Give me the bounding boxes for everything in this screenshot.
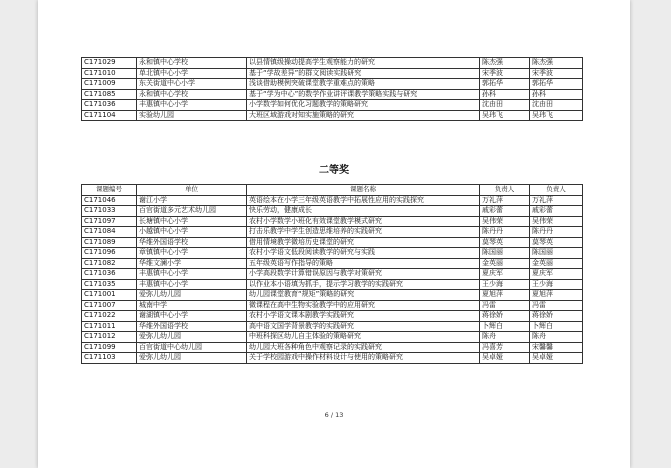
table-row	[82, 258, 583, 269]
cell-id: C171009	[82, 79, 137, 90]
cell-id: C171103	[82, 353, 137, 364]
cell-lead: 金英丽	[480, 258, 530, 269]
cell-id: C171011	[82, 321, 137, 332]
table-row	[82, 300, 583, 311]
table-row	[82, 353, 583, 364]
cell-contact: 宋季波	[530, 68, 583, 79]
cell-id: C171099	[82, 342, 137, 353]
cell-title: 小学数学如何优化习题教学的策略研究	[247, 100, 480, 111]
cell-title: 以县情镇级操动提高学生观察能力的研究	[247, 58, 480, 69]
cell-title: 中班科探区幼儿自主体验的策略研究	[247, 332, 480, 343]
cell-lead: 冯雷	[480, 300, 530, 311]
cell-unit: 丰惠镇中心小学	[137, 279, 247, 290]
table-row	[82, 332, 583, 343]
cell-contact: 蒋徐娇	[530, 311, 583, 322]
cell-lead: 吴伟荣	[480, 216, 530, 227]
cell-id: C171036	[82, 269, 137, 280]
cell-id: C171085	[82, 89, 137, 100]
table-row	[82, 206, 583, 217]
section-title: 二等奖	[319, 165, 349, 176]
cell-id: C171035	[82, 279, 137, 290]
cell-unit: 长塘镇中心小学	[137, 216, 247, 227]
cell-contact: 陈舟	[530, 332, 583, 343]
top-table	[81, 57, 583, 121]
cell-unit: 城南中学	[137, 300, 247, 311]
top-table-body	[82, 58, 583, 121]
table-row	[82, 110, 583, 121]
page-number: 6 / 13	[324, 411, 344, 419]
cell-unit: 实验幼儿园	[137, 110, 247, 121]
cell-unit: 章镇镇中心小学	[137, 248, 247, 259]
cell-id: C171036	[82, 100, 137, 111]
cell-id: C171104	[82, 110, 137, 121]
cell-id: C171001	[82, 290, 137, 301]
award-table	[81, 184, 583, 364]
cell-lead: 戚彩蕾	[480, 206, 530, 217]
table-row	[82, 311, 583, 322]
cell-unit: 华维外国语学校	[137, 321, 247, 332]
cell-lead: 郭拓华	[480, 79, 530, 90]
cell-id: C171046	[82, 195, 137, 206]
cell-id: C171084	[82, 227, 137, 238]
cell-id: C171082	[82, 258, 137, 269]
cell-lead: 夏旭萍	[480, 290, 530, 301]
header-unit: 单位	[137, 185, 247, 196]
cell-unit: 东关街道中心小学	[137, 79, 247, 90]
cell-lead: 夏庆军	[480, 269, 530, 280]
cell-title: 五年级英语写作指导的策略	[247, 258, 480, 269]
cell-title: 英语绘本在小学三年级英语教学中拓展性应用的实践探究	[247, 195, 480, 206]
cell-contact: 吴卓娅	[530, 353, 583, 364]
cell-contact: 夏旭萍	[530, 290, 583, 301]
cell-title: 浅谈借助模例突破课堂教学重难点的策略	[247, 79, 480, 90]
cell-unit: 单北镇中心小学	[137, 68, 247, 79]
cell-title: 基于“学为中心”的数学作业讲评课教学策略实践与研究	[247, 89, 480, 100]
cell-id: C171022	[82, 311, 137, 322]
header-id: 课题编号	[82, 185, 137, 196]
table-row	[82, 79, 583, 90]
cell-lead: 宋季波	[480, 68, 530, 79]
cell-lead: 冯喜芳	[480, 342, 530, 353]
cell-id: C171097	[82, 216, 137, 227]
cell-contact: 沈由田	[530, 100, 583, 111]
cell-lead: 王少海	[480, 279, 530, 290]
cell-title: 高中语文国学背景教学的实践研究	[247, 321, 480, 332]
cell-lead: 沈由田	[480, 100, 530, 111]
table-row	[82, 100, 583, 111]
cell-contact: 夏庆军	[530, 269, 583, 280]
cell-contact: 卜辉白	[530, 321, 583, 332]
cell-lead: 陈舟	[480, 332, 530, 343]
cell-title: 农村小学语文低段阅读教学的研究与实践	[247, 248, 480, 259]
table-row	[82, 58, 583, 69]
cell-unit: 华维文澜小学	[137, 258, 247, 269]
cell-id: C171010	[82, 68, 137, 79]
table-row	[82, 68, 583, 79]
cell-contact: 戚彩蕾	[530, 206, 583, 217]
cell-title: 幼儿园大班各种角色中观察记录的实践研究	[247, 342, 480, 353]
cell-lead: 吴卓娅	[480, 353, 530, 364]
cell-id: C171089	[82, 237, 137, 248]
cell-contact: 宋馨馨	[530, 342, 583, 353]
header-lead: 负责人	[480, 185, 530, 196]
cell-title: 快乐劳动，健康成长	[247, 206, 480, 217]
cell-unit: 百官街道中心幼儿园	[137, 342, 247, 353]
table-row	[82, 269, 583, 280]
cell-contact: 陈国丽	[530, 248, 583, 259]
cell-title: 小学高段数学计算错误原因与教学对策研究	[247, 269, 480, 280]
cell-unit: 永和镇中心学校	[137, 89, 247, 100]
cell-id: C171029	[82, 58, 137, 69]
cell-unit: 爱弥儿幼儿园	[137, 290, 247, 301]
table-row	[82, 248, 583, 259]
cell-unit: 百官街道多元艺术幼儿园	[137, 206, 247, 217]
cell-title: 大班区域游戏对知实施策略的研究	[247, 110, 480, 121]
cell-title: 借用情境教学微培历史课堂的研究	[247, 237, 480, 248]
cell-unit: 丰惠镇中心小学	[137, 100, 247, 111]
cell-unit: 谢江小学	[137, 195, 247, 206]
cell-lead: 陈国丽	[480, 248, 530, 259]
cell-title: 基于“学故差异”的群文阅读实践研究	[247, 68, 480, 79]
cell-unit: 爱弥儿幼儿园	[137, 353, 247, 364]
cell-contact: 金英丽	[530, 258, 583, 269]
cell-lead: 吴玮飞	[480, 110, 530, 121]
cell-id: C171012	[82, 332, 137, 343]
table-row	[82, 290, 583, 301]
table-row	[82, 227, 583, 238]
table-row	[82, 89, 583, 100]
table-header-row	[82, 185, 583, 196]
cell-contact: 孙科	[530, 89, 583, 100]
cell-lead: 陈丹丹	[480, 227, 530, 238]
award-table-body	[82, 195, 583, 363]
cell-unit: 丰惠镇中心小学	[137, 269, 247, 280]
cell-unit: 华维外国语学校	[137, 237, 247, 248]
cell-id: C171096	[82, 248, 137, 259]
cell-title: 打击乐教学中学生创造思维培养的实践研究	[247, 227, 480, 238]
table-row	[82, 279, 583, 290]
header-title: 课题名称	[247, 185, 480, 196]
table-row	[82, 342, 583, 353]
cell-title: 微课程在高中生物实验教学中的应用研究	[247, 300, 480, 311]
cell-id: C171033	[82, 206, 137, 217]
cell-contact: 郭拓华	[530, 79, 583, 90]
cell-id: C171007	[82, 300, 137, 311]
cell-contact: 吴玮飞	[530, 110, 583, 121]
cell-lead: 陈杰强	[480, 58, 530, 69]
cell-unit: 谢湖镇中心小学	[137, 311, 247, 322]
cell-contact: 王少海	[530, 279, 583, 290]
cell-contact: 陈杰强	[530, 58, 583, 69]
table-row	[82, 195, 583, 206]
cell-contact: 万礼萍	[530, 195, 583, 206]
cell-contact: 莫琴英	[530, 237, 583, 248]
cell-lead: 莫琴英	[480, 237, 530, 248]
cell-lead: 卜辉白	[480, 321, 530, 332]
cell-lead: 蒋徐娇	[480, 311, 530, 322]
table-row	[82, 216, 583, 227]
cell-contact: 吴伟荣	[530, 216, 583, 227]
document-page	[38, 0, 630, 468]
cell-contact: 冯雷	[530, 300, 583, 311]
header-contact: 负责人	[530, 185, 583, 196]
cell-unit: 小越镇中心小学	[137, 227, 247, 238]
cell-title: 关于学校园游戏中操作材料设计与使用的策略研究	[247, 353, 480, 364]
cell-title: 农村小学语文课本剧教学实践研究	[247, 311, 480, 322]
cell-contact: 陈丹丹	[530, 227, 583, 238]
cell-lead: 孙科	[480, 89, 530, 100]
table-row	[82, 321, 583, 332]
cell-title: 农村小学数学小班化有效课堂教学模式研究	[247, 216, 480, 227]
cell-lead: 万礼萍	[480, 195, 530, 206]
table-row	[82, 237, 583, 248]
cell-title: 以作业本小语填为抓手，提示学习教学的实践研究	[247, 279, 480, 290]
cell-unit: 永和镇中心学校	[137, 58, 247, 69]
cell-unit: 爱弥儿幼儿园	[137, 332, 247, 343]
cell-title: 幼儿园课堂教育“规矩”策略的研究	[247, 290, 480, 301]
